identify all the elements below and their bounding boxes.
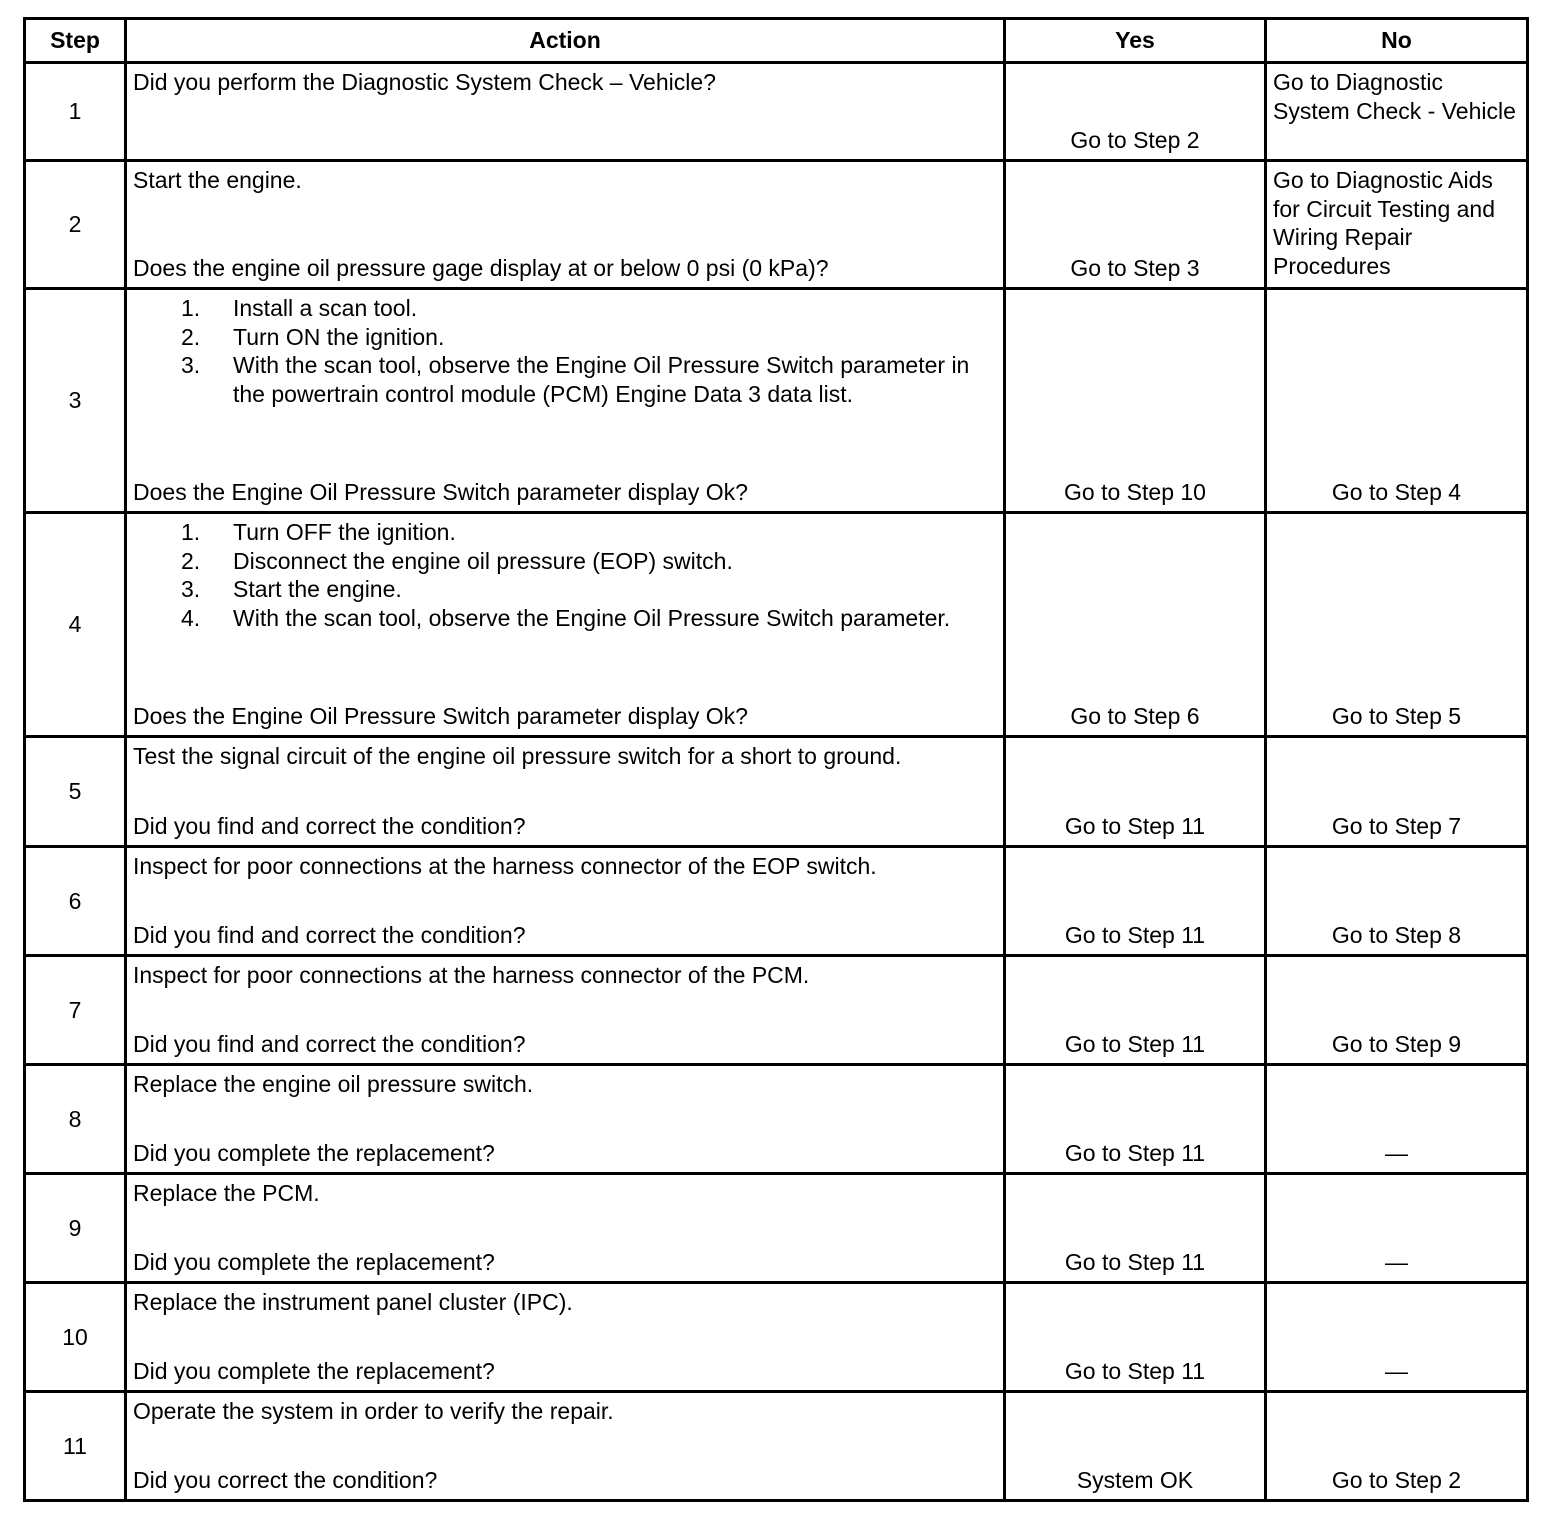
- action-question: Did you find and correct the condition?: [133, 922, 526, 949]
- step-number-cell: [25, 1174, 126, 1283]
- yes-cell: [1005, 289, 1266, 513]
- table-row: [25, 1283, 1528, 1392]
- yes-cell: [1005, 956, 1266, 1065]
- action-question: Does the Engine Oil Pressure Switch parameter display Ok?: [133, 703, 748, 730]
- no-result: Go to Step 2: [1331, 1467, 1462, 1494]
- action-instruction: Did you perform the Diagnostic System Check – Vehicle?: [133, 69, 716, 95]
- action-step-number: 4.: [181, 605, 201, 632]
- table-row: [25, 289, 1528, 513]
- action-instruction: Replace the engine oil pressure switch.: [133, 1071, 534, 1097]
- step-number: 10: [62, 1323, 88, 1350]
- yes-result: System OK: [1076, 1467, 1194, 1494]
- no-cell: [1266, 1174, 1528, 1283]
- table-row: [25, 1174, 1528, 1283]
- yes-cell: [1005, 63, 1266, 161]
- action-step-number: 1.: [181, 519, 201, 545]
- no-result: Go to Step 4: [1331, 479, 1462, 506]
- action-step-item: [133, 547, 997, 576]
- action-instruction: Test the signal circuit of the engine oil pressure switch for a short to ground.: [133, 743, 902, 769]
- no-cell: [1266, 737, 1528, 847]
- action-step-item: [133, 575, 997, 604]
- action-cell: [126, 737, 1005, 847]
- action-cell: [126, 161, 1005, 289]
- no-cell: [1266, 1283, 1528, 1392]
- table-row: [25, 1065, 1528, 1174]
- table-body: [25, 63, 1528, 1501]
- yes-cell: [1005, 1174, 1266, 1283]
- table-row: [25, 847, 1528, 956]
- table-row: [25, 63, 1528, 161]
- yes-result: Go to Step 2: [1070, 127, 1200, 154]
- yes-result: Go to Step 11: [1064, 1249, 1206, 1276]
- action-step-item: [133, 518, 997, 547]
- action-cell: [126, 1392, 1005, 1501]
- action-question: Did you complete the replacement?: [133, 1140, 495, 1167]
- yes-result: Go to Step 3: [1070, 255, 1200, 282]
- no-cell: [1266, 161, 1528, 289]
- action-step-item: [133, 294, 997, 323]
- header-row: [25, 19, 1528, 63]
- table-row: [25, 956, 1528, 1065]
- yes-result: Go to Step 11: [1064, 922, 1206, 949]
- yes-cell: [1005, 161, 1266, 289]
- action-question: Did you find and correct the condition?: [133, 1031, 526, 1058]
- step-number-cell: [25, 956, 126, 1065]
- action-step-item: [133, 323, 997, 352]
- no-result: Go to Step 7: [1331, 813, 1462, 840]
- step-number-cell: [25, 1283, 126, 1392]
- no-result: Go to Diagnostic Aids for Circuit Testing and Wiring Repair Procedures: [1273, 167, 1496, 280]
- step-number: 7: [68, 996, 82, 1023]
- action-instruction: Replace the PCM.: [133, 1180, 320, 1206]
- step-number-cell: [25, 161, 126, 289]
- header-action: Action: [126, 19, 1005, 63]
- action-step-number: 2.: [181, 323, 201, 350]
- step-number: 2: [68, 211, 82, 238]
- action-step-text: Disconnect the engine oil pressure (EOP) switch.: [233, 547, 733, 574]
- action-cell: [126, 513, 1005, 737]
- yes-cell: [1005, 1392, 1266, 1501]
- action-steps-list: [133, 294, 997, 409]
- action-step-item: [133, 604, 997, 633]
- action-cell: [126, 1065, 1005, 1174]
- no-cell: [1266, 1065, 1528, 1174]
- step-number-cell: [25, 1065, 126, 1174]
- no-cell: [1266, 1392, 1528, 1501]
- action-question: Did you find and correct the condition?: [133, 813, 526, 840]
- header-no: No: [1266, 19, 1528, 63]
- no-cell: [1266, 956, 1528, 1065]
- no-cell: [1266, 513, 1528, 737]
- action-cell: [126, 847, 1005, 956]
- diagnostic-table: [23, 17, 1529, 1502]
- action-step-text: With the scan tool, observe the Engine Oil Pressure Switch parameter.: [233, 605, 951, 632]
- yes-result: Go to Step 11: [1064, 813, 1206, 840]
- yes-result: Go to Step 10: [1064, 479, 1206, 506]
- action-instruction: Operate the system in order to verify the repair.: [133, 1398, 614, 1424]
- action-instruction: Inspect for poor connections at the harness connector of the EOP switch.: [133, 853, 877, 879]
- step-number: 11: [63, 1432, 87, 1459]
- header-step: Step: [25, 19, 126, 63]
- yes-result: Go to Step 11: [1064, 1031, 1206, 1058]
- action-cell: [126, 1283, 1005, 1392]
- yes-cell: [1005, 513, 1266, 737]
- yes-result: Go to Step 11: [1064, 1140, 1206, 1167]
- no-result: —: [1385, 1358, 1408, 1385]
- yes-result: Go to Step 6: [1070, 703, 1200, 730]
- table-row: [25, 161, 1528, 289]
- step-number: 9: [68, 1214, 82, 1241]
- no-cell: [1266, 63, 1528, 161]
- action-step-number: 1.: [181, 295, 201, 321]
- step-number: 6: [68, 887, 82, 914]
- step-number-cell: [25, 513, 126, 737]
- table-row: [25, 737, 1528, 847]
- action-step-number: 3.: [181, 576, 201, 603]
- action-step-text: Install a scan tool.: [233, 295, 418, 321]
- step-number-cell: [25, 63, 126, 161]
- step-number-cell: [25, 289, 126, 513]
- step-number-cell: [25, 1392, 126, 1501]
- no-result: —: [1385, 1140, 1408, 1167]
- action-question: Did you complete the replacement?: [133, 1358, 495, 1385]
- no-result: Go to Step 9: [1331, 1031, 1462, 1058]
- action-question: Does the engine oil pressure gage display at or below 0 psi (0 kPa)?: [133, 255, 829, 282]
- action-cell: [126, 289, 1005, 513]
- action-step-number: 2.: [181, 547, 201, 574]
- action-cell: [126, 63, 1005, 161]
- action-step-text: Turn OFF the ignition.: [233, 519, 456, 545]
- action-instruction: Inspect for poor connections at the harness connector of the PCM.: [133, 962, 810, 988]
- action-cell: [126, 1174, 1005, 1283]
- action-step-item: [133, 351, 997, 408]
- step-number: 1: [68, 98, 82, 125]
- step-number: 3: [68, 387, 82, 414]
- step-number: 5: [68, 778, 82, 805]
- no-result: Go to Step 5: [1331, 703, 1462, 730]
- header-yes: Yes: [1005, 19, 1266, 63]
- step-number: 4: [68, 611, 82, 638]
- yes-result: Go to Step 11: [1064, 1358, 1206, 1385]
- action-instruction: Start the engine.: [133, 167, 302, 193]
- yes-cell: [1005, 737, 1266, 847]
- table-row: [25, 513, 1528, 737]
- action-question: Did you correct the condition?: [133, 1467, 438, 1494]
- no-result: Go to Diagnostic System Check - Vehicle: [1273, 69, 1516, 124]
- action-step-number: 3.: [181, 352, 201, 379]
- yes-cell: [1005, 1065, 1266, 1174]
- step-number-cell: [25, 737, 126, 847]
- action-step-text: With the scan tool, observe the Engine Oil Pressure Switch parameter in the powertrain control module (PCM) Engine Data 3 data list.: [233, 352, 970, 408]
- action-step-text: Start the engine.: [233, 576, 402, 603]
- table-row: [25, 1392, 1528, 1501]
- yes-cell: [1005, 847, 1266, 956]
- action-question: Does the Engine Oil Pressure Switch parameter display Ok?: [133, 479, 748, 506]
- no-cell: [1266, 289, 1528, 513]
- action-steps-list: [133, 518, 997, 633]
- no-result: Go to Step 8: [1331, 922, 1462, 949]
- no-result: —: [1385, 1249, 1408, 1276]
- action-instruction: Replace the instrument panel cluster (IPC).: [133, 1289, 573, 1315]
- step-number-cell: [25, 847, 126, 956]
- action-cell: [126, 956, 1005, 1065]
- yes-cell: [1005, 1283, 1266, 1392]
- step-number: 8: [68, 1105, 82, 1132]
- action-step-text: Turn ON the ignition.: [233, 323, 445, 350]
- action-question: Did you complete the replacement?: [133, 1249, 495, 1276]
- no-cell: [1266, 847, 1528, 956]
